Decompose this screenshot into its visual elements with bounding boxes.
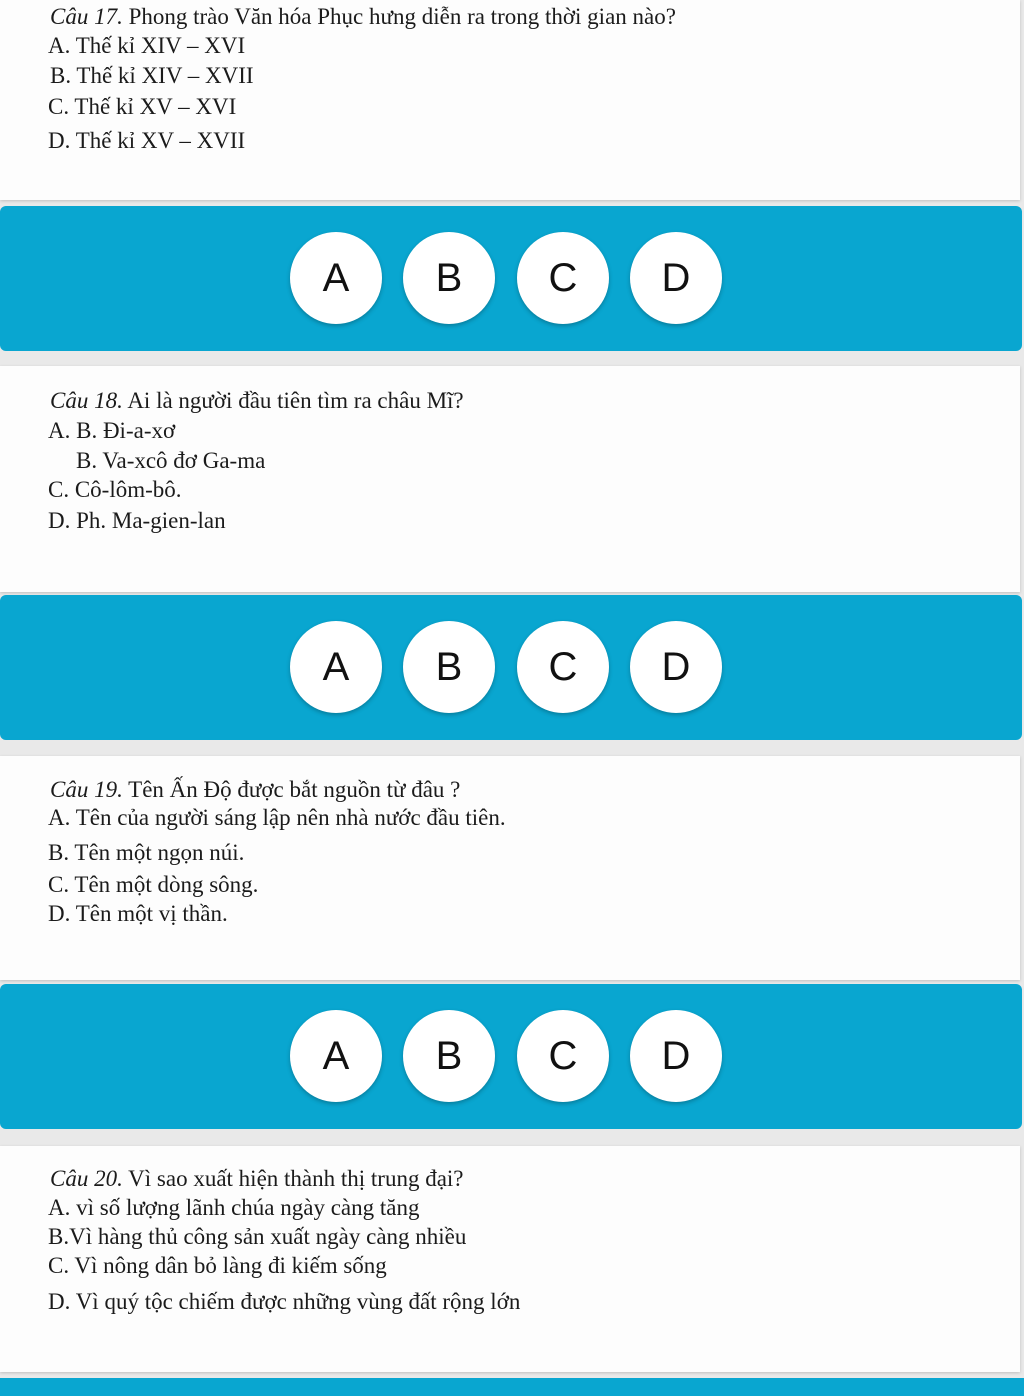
option-a: A. vì số lượng lãnh chúa ngày càng tăng bbox=[48, 1195, 420, 1220]
option-b: B. Thế kỉ XIV – XVII bbox=[50, 63, 254, 88]
answer-bar-20-edge bbox=[0, 1378, 1024, 1396]
option-b: B. Tên một ngọn núi. bbox=[48, 840, 245, 865]
question-title bbox=[50, 1166, 464, 1192]
question-title bbox=[50, 777, 460, 803]
question-text: Ai là người đầu tiên tìm ra châu Mĩ? bbox=[122, 388, 464, 413]
option-d: D. Thế kỉ XV – XVII bbox=[48, 128, 246, 153]
answer-button-c[interactable]: C bbox=[517, 1010, 609, 1102]
answer-button-b[interactable]: B bbox=[403, 621, 495, 713]
option-b: B.Vì hàng thủ công sản xuất ngày càng nhiều bbox=[48, 1224, 467, 1249]
question-card-20 bbox=[0, 1146, 1020, 1372]
answer-button-a[interactable]: A bbox=[290, 232, 382, 324]
question-card-17 bbox=[0, 0, 1020, 200]
question-number: Câu 17. bbox=[50, 4, 123, 29]
option-d: D. Tên một vị thần. bbox=[48, 901, 228, 926]
question-card-18 bbox=[0, 366, 1020, 592]
answer-button-d[interactable]: D bbox=[630, 621, 722, 713]
question-text: Phong trào Văn hóa Phục hưng diễn ra trong thời gian nào? bbox=[122, 4, 676, 29]
question-title bbox=[50, 4, 676, 30]
question-number: Câu 18. bbox=[50, 388, 123, 413]
question-text: Tên Ấn Độ được bắt nguồn từ đâu ? bbox=[122, 777, 461, 802]
option-b: B. Va-xcô đơ Ga-ma bbox=[76, 448, 266, 473]
option-d: D. Ph. Ma-gien-lan bbox=[48, 508, 226, 533]
question-number: Câu 19. bbox=[50, 777, 123, 802]
answer-button-d[interactable]: D bbox=[630, 232, 722, 324]
question-card-19 bbox=[0, 756, 1020, 980]
answer-button-d[interactable]: D bbox=[630, 1010, 722, 1102]
option-c: C. Tên một dòng sông. bbox=[48, 872, 259, 897]
option-c: C. Vì nông dân bỏ làng đi kiếm sống bbox=[48, 1253, 387, 1278]
answer-button-b[interactable]: B bbox=[403, 232, 495, 324]
option-a: A. B. Đi-a-xơ bbox=[48, 418, 176, 443]
answer-bar-18 bbox=[0, 595, 1022, 740]
option-a: A. Tên của người sáng lập nên nhà nước đầu tiên. bbox=[48, 805, 506, 830]
answer-button-a[interactable]: A bbox=[290, 1010, 382, 1102]
question-number: Câu 20. bbox=[50, 1166, 123, 1191]
answer-bar-19 bbox=[0, 984, 1022, 1129]
answer-bar-17 bbox=[0, 206, 1022, 351]
answer-button-a[interactable]: A bbox=[290, 621, 382, 713]
option-a: A. Thế kỉ XIV – XVI bbox=[48, 33, 246, 58]
question-title bbox=[50, 388, 464, 414]
answer-button-b[interactable]: B bbox=[403, 1010, 495, 1102]
option-c: C. Thế kỉ XV – XVI bbox=[48, 94, 237, 119]
question-text: Vì sao xuất hiện thành thị trung đại? bbox=[122, 1166, 464, 1191]
option-c: C. Cô-lôm-bô. bbox=[48, 477, 182, 502]
answer-button-c[interactable]: C bbox=[517, 621, 609, 713]
answer-button-c[interactable]: C bbox=[517, 232, 609, 324]
option-d: D. Vì quý tộc chiếm được những vùng đất rộng lớn bbox=[48, 1289, 521, 1314]
